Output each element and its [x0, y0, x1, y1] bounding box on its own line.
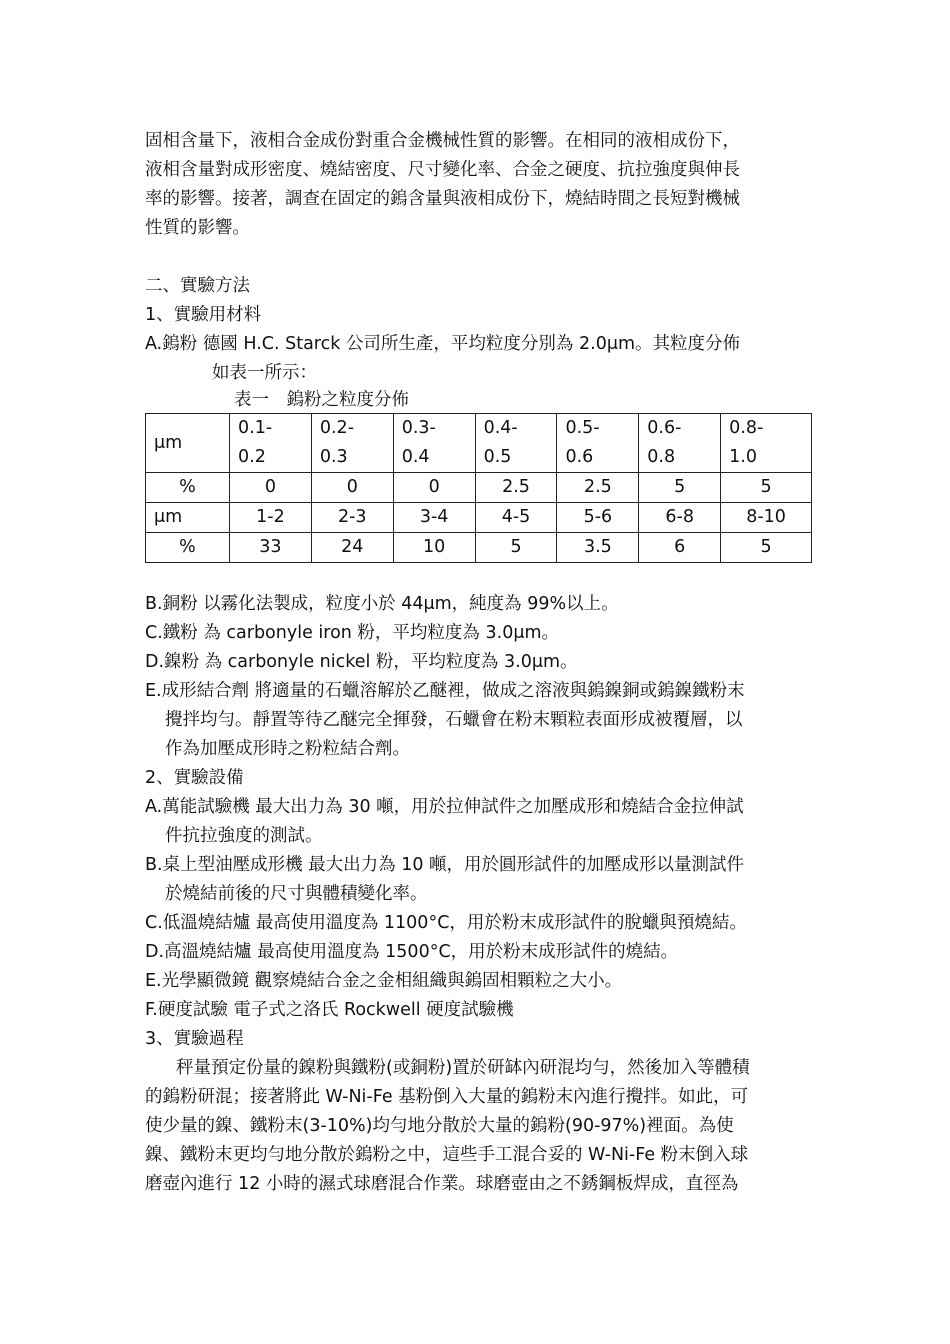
table-row [146, 533, 812, 563]
table-row [146, 414, 812, 473]
table-cell [475, 414, 557, 473]
equip-b-line-2: 於燒結前後的尺寸與體積變化率。 [165, 884, 428, 904]
table-cell [311, 414, 393, 473]
equip-f: F.硬度試驗 電子式之洛氏 Rockwell 硬度試驗機 [145, 1000, 514, 1020]
table-cell: 5 [721, 473, 812, 503]
table-cell-text: 0.1- 0.2 [238, 418, 273, 467]
table-cell: % [146, 473, 230, 503]
subsection-3-heading: 3、實驗過程 [145, 1029, 244, 1049]
process-line-4: 鎳、鐵粉末更均勻地分散於鎢粉之中，這些手工混合妥的 W-Ni-Fe 粉末倒入球 [145, 1145, 749, 1165]
table-cell: μm [146, 414, 230, 473]
table-cell: 5 [721, 533, 812, 563]
table-cell: 3-4 [393, 503, 475, 533]
table-cell: 6 [639, 533, 721, 563]
table-cell-text: 0.6- 0.8 [647, 418, 682, 467]
table-cell-text: 0.2- 0.3 [319, 418, 355, 467]
table-cell: 10 [393, 533, 475, 563]
table-cell: 6-8 [639, 503, 721, 533]
table-row [146, 503, 812, 533]
particle-size-table [145, 413, 812, 563]
table-cell: 3.5 [557, 533, 639, 563]
item-e-line-3: 作為加壓成形時之粉粒結合劑。 [165, 739, 410, 759]
table-cell: 5 [475, 533, 557, 563]
table-cell: 5-6 [557, 503, 639, 533]
intro-line-4: 性質的影響。 [145, 218, 250, 238]
table-cell-text: 0.5- 0.6 [565, 418, 600, 467]
table-cell: 0 [230, 473, 312, 503]
equip-d: D.高溫燒結爐 最高使用溫度為 1500°C，用於粉末成形試件的燒結。 [145, 942, 679, 962]
subsection-2-heading: 2、實驗設備 [145, 768, 244, 788]
item-a-line-1: A.鎢粉 德國 H.C. Starck 公司所生產，平均粒度分別為 2.0μm。其粒度分佈 [145, 334, 741, 354]
table-row [146, 473, 812, 503]
equip-e: E.光學顯微鏡 觀察燒結合金之金相組織與鎢固相顆粒之大小。 [145, 971, 623, 991]
item-e-line-1: E.成形結合劑 將適量的石蠟溶解於乙醚裡，做成之溶液與鎢鎳銅或鎢鎳鐵粉末 [145, 681, 745, 701]
item-d: D.鎳粉 為 carbonyle nickel 粉，平均粒度為 3.0μm。 [145, 652, 578, 672]
item-b: B.銅粉 以霧化法製成，粒度小於 44μm，純度為 99%以上。 [145, 594, 619, 614]
table-cell: 2-3 [311, 503, 393, 533]
table-cell: 1-2 [230, 503, 312, 533]
process-line-5: 磨壺內進行 12 小時的濕式球磨混合作業。球磨壺由之不銹鋼板焊成，直徑為 [145, 1174, 739, 1194]
equip-b-line-1: B.桌上型油壓成形機 最大出力為 10 噸，用於圓形試件的加壓成形以量測試件 [145, 855, 745, 875]
table-cell-text: 0.4- 0.5 [483, 418, 518, 467]
equip-a-line-1: A.萬能試驗機 最大出力為 30 噸，用於拉伸試件之加壓成形和燒結合金拉伸試 [145, 797, 744, 817]
table-cell [639, 414, 721, 473]
process-line-2: 的鎢粉研混；接著將此 W-Ni-Fe 基粉倒入大量的鎢粉末內進行攪拌。如此，可 [145, 1087, 749, 1107]
process-line-1: 秤量預定份量的鎳粉與鐵粉(或銅粉)置於研缽內研混均勻，然後加入等體積 [176, 1058, 750, 1078]
intro-line-3: 率的影響。接著，調查在固定的鎢含量與液相成份下，燒結時間之長短對機械 [145, 189, 740, 209]
intro-line-2: 液相含量對成形密度、燒結密度、尺寸變化率、合金之硬度、抗拉強度與伸長 [145, 160, 740, 180]
table-cell [557, 414, 639, 473]
equip-c: C.低溫燒結爐 最高使用溫度為 1100°C，用於粉末成形試件的脫蠟與預燒結。 [145, 913, 747, 933]
table-cell-text: 0.3- 0.4 [401, 418, 436, 467]
section-2-heading: 二、實驗方法 [145, 276, 250, 296]
item-e-line-2: 攪拌均勻。靜置等待乙醚完全揮發，石蠟會在粉末顆粒表面形成被覆層，以 [165, 710, 743, 730]
table-cell: 2.5 [475, 473, 557, 503]
process-line-3: 使少量的鎳、鐵粉末(3-10%)均勻地分散於大量的鎢粉(90-97%)裡面。為使 [145, 1116, 734, 1136]
table-caption: 表一 鎢粉之粒度分佈 [234, 390, 409, 410]
table-cell: 33 [230, 533, 312, 563]
table-cell: % [146, 533, 230, 563]
subsection-1-heading: 1、實驗用材料 [145, 305, 262, 325]
equip-a-line-2: 件抗拉強度的測試。 [165, 826, 323, 846]
item-a-line-2: 如表一所示： [212, 363, 317, 383]
table-cell: 0 [393, 473, 475, 503]
table-cell-text: 0.8- 1.0 [729, 418, 764, 467]
table-cell: 5 [639, 473, 721, 503]
table-cell: 24 [311, 533, 393, 563]
table-cell: 2.5 [557, 473, 639, 503]
table-cell: 8-10 [721, 503, 812, 533]
table-cell: 4-5 [475, 503, 557, 533]
table-cell [721, 414, 812, 473]
table-cell: 0 [311, 473, 393, 503]
table-cell [230, 414, 312, 473]
table-cell [393, 414, 475, 473]
item-c: C.鐵粉 為 carbonyle iron 粉，平均粒度為 3.0μm。 [145, 623, 560, 643]
intro-line-1: 固相含量下，液相合金成份對重合金機械性質的影響。在相同的液相成份下， [145, 131, 740, 151]
table-cell: μm [146, 503, 230, 533]
